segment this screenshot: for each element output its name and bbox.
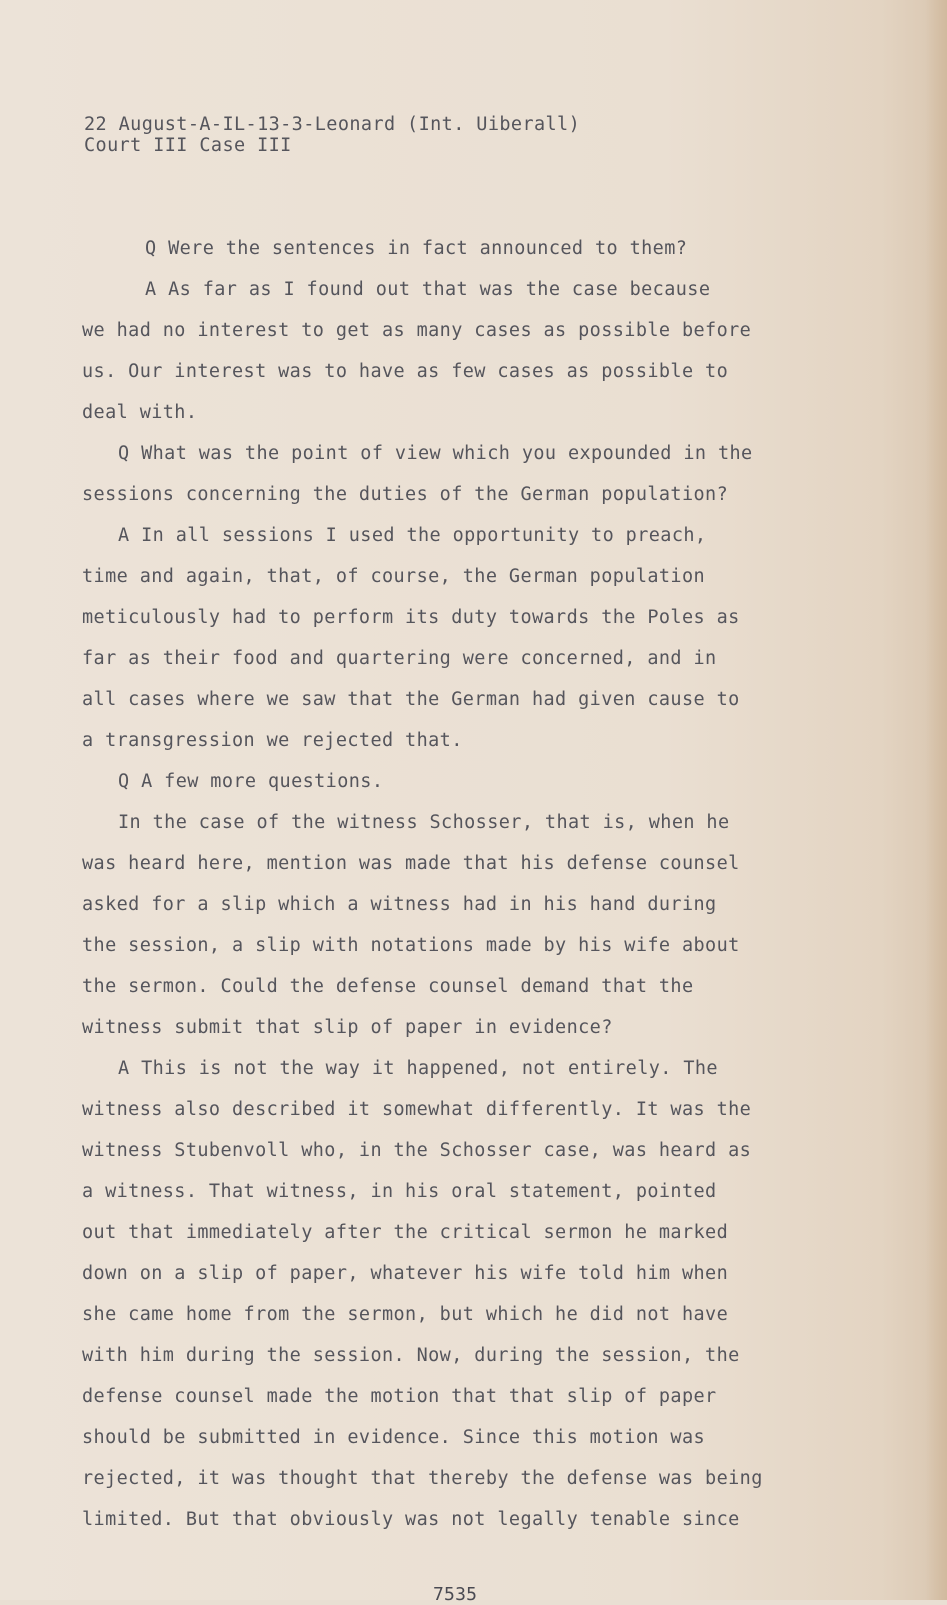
text-line: a transgression we rejected that.: [82, 730, 463, 751]
text-line: A In all sessions I used the opportunity to preach,: [118, 525, 707, 546]
text-line: Q What was the point of view which you expounded in the: [118, 443, 753, 464]
text-line: witness also described it somewhat differently. It was the: [82, 1099, 752, 1120]
text-line: time and again, that, of course, the German population: [82, 566, 706, 587]
text-line: us. Our interest was to have as few cases as possible to: [82, 361, 729, 382]
text-line: with him during the session. Now, during the session, the: [82, 1345, 740, 1366]
text-line: all cases where we saw that the German had given cause to: [82, 689, 740, 710]
text-line: should be submitted in evidence. Since this motion was: [82, 1427, 706, 1448]
text-line: was heard here, mention was made that his defense counsel: [82, 853, 740, 874]
text-line: far as their food and quartering were concerned, and in: [82, 648, 717, 669]
text-line: a witness. That witness, in his oral statement, pointed: [82, 1181, 717, 1202]
text-line: sessions concerning the duties of the German population?: [82, 484, 729, 505]
page-edge-shadow: [925, 0, 947, 1600]
text-line: out that immediately after the critical sermon he marked: [82, 1222, 729, 1243]
text-line: defense counsel made the motion that that slip of paper: [82, 1386, 717, 1407]
text-line: A This is not the way it happened, not entirely. The: [118, 1058, 718, 1079]
text-line: witness Stubenvoll who, in the Schosser case, was heard as: [82, 1140, 752, 1161]
text-line: In the case of the witness Schosser, that is, when he: [118, 812, 730, 833]
text-line: deal with.: [82, 402, 198, 423]
text-line: she came home from the sermon, but which he did not have: [82, 1304, 729, 1325]
text-line: Q A few more questions.: [118, 771, 384, 792]
text-line: we had no interest to get as many cases as possible before: [82, 320, 752, 341]
text-line: the sermon. Could the defense counsel demand that the: [82, 976, 694, 997]
text-line: rejected, it was thought that thereby the defense was being: [82, 1468, 763, 1489]
text-line: meticulously had to perform its duty towards the Poles as: [82, 607, 740, 628]
text-line: witness submit that slip of paper in evidence?: [82, 1017, 613, 1038]
text-line: the session, a slip with notations made by his wife about: [82, 935, 740, 956]
text-line: down on a slip of paper, whatever his wife told him when: [82, 1263, 729, 1284]
text-line: limited. But that obviously was not legally tenable since: [82, 1509, 740, 1530]
text-line: A As far as I found out that was the case because: [145, 279, 711, 300]
page-number: 7535: [433, 1584, 478, 1605]
header-line-1: 22 August-A-IL-13-3-Leonard (Int. Uiberall): [84, 114, 581, 135]
header-line-2: Court III Case III: [84, 135, 292, 156]
text-line: asked for a slip which a witness had in his hand during: [82, 894, 717, 915]
text-line: Q Were the sentences in fact announced to them?: [145, 238, 688, 259]
